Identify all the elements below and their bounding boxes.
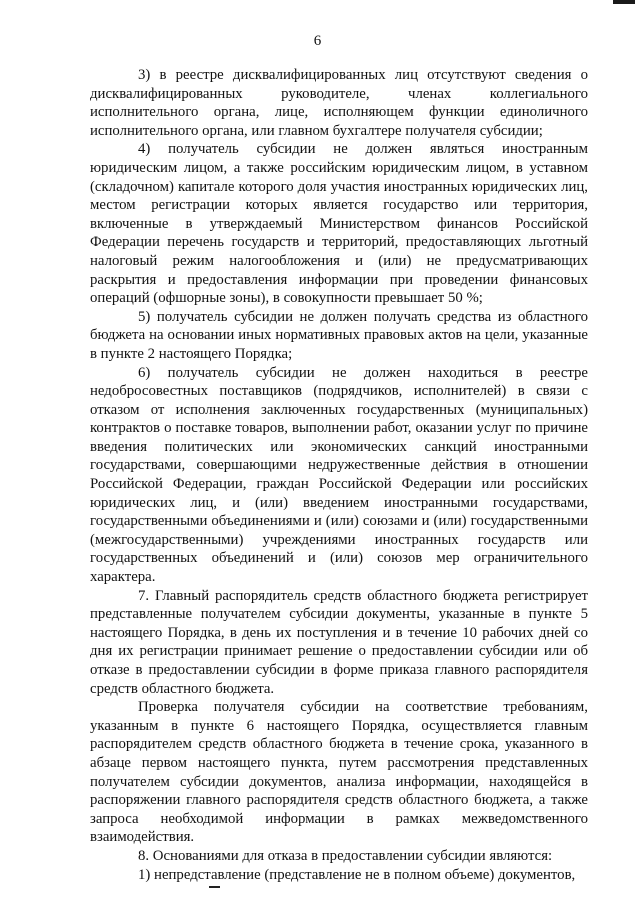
paragraph-section-8: 8. Основаниями для отказа в предоставлении субсидии являются: (138, 847, 553, 864)
paragraph-section-7: 7. Главный распорядитель средств областного бюджета регистрирует представленные получателем субсидии документы, указанные в пункте 5 настоящего Порядка, в день их поступления и в течение 10 рабочих дней со дня их регистрации принимает решение о предоставлении субсидии или об отказе в предоставлении субсидии в форме приказа главного распорядителя средств областного бюджета. (90, 587, 588, 697)
paragraph-item-5: 5) получатель субсидии не должен получать средства из областного бюджета на основании иных нормативных правовых актов на цели, указанные в пункте 2 настоящего Порядка; (90, 308, 588, 362)
page-number: 6 (313, 33, 322, 49)
document-body (90, 66, 588, 884)
bottom-scan-mark (209, 886, 220, 888)
paragraph-item-3: 3) в реестре дисквалифицированных лиц отсутствуют сведения о дисквалифицированных руководителе, членах коллегиального исполнительного органа, лице, исполняющем функции единоличного исполнительного органа, или главном бухгалтере получателя субсидии; (90, 67, 588, 139)
paragraph-item-6: 6) получатель субсидии не должен находиться в реестре недобросовестных поставщиков (подрядчиков, исполнителей) в связи с отказом от исполнения заключенных государственных (муниципальных) контрактов о поставке товаров, выполнении работ, оказании услуг по причине введения политических или экономических санкций иностранными государствами, совершающими недружественные действия в отношении Российской Федерации, граждан Российской Федерации или российских юридических лиц, и (или) введением иностранными государствами, государственными объединениями и (или) союзами и (или) государственными (межгосударственными) учреждениями иностранных государств или государственных объединений и (или) союзов мер ограничительного характера. (90, 364, 588, 586)
corner-scan-mark (613, 0, 635, 4)
paragraph-verification: Проверка получателя субсидии на соответствие требованиям, указанным в пункте 6 настоящего Порядка, осуществляется главным распорядителем средств областного бюджета в течение срока, указанного в абзаце первом настоящего пункта, путем рассмотрения представленных получателем субсидии документов, анализа информации, находящейся в распоряжении главного распорядителя средств областного бюджета, а также запроса необходимой информации в рамках межведомственного взаимодействия. (90, 699, 588, 846)
paragraph-item-4: 4) получатель субсидии не должен являться иностранным юридическим лицом, а также российским юридическим лицом, в уставном (складочном) капитале которого доля участия иностранных юридических лиц, местом регистрации которых является государство или территория, включенные в утверждаемый Министерством финансов Российской Федерации перечень государств и территорий, предоставляющих льготный налоговый режим налогообложения и (или) не предусматривающих раскрытия и предоставления информации при проведении финансовых операций (офшорные зоны), в совокупности превышает 50 %; (90, 141, 588, 307)
paragraph-item-1: 1) непредставление (представление не в полном объеме) документов, (138, 866, 576, 883)
